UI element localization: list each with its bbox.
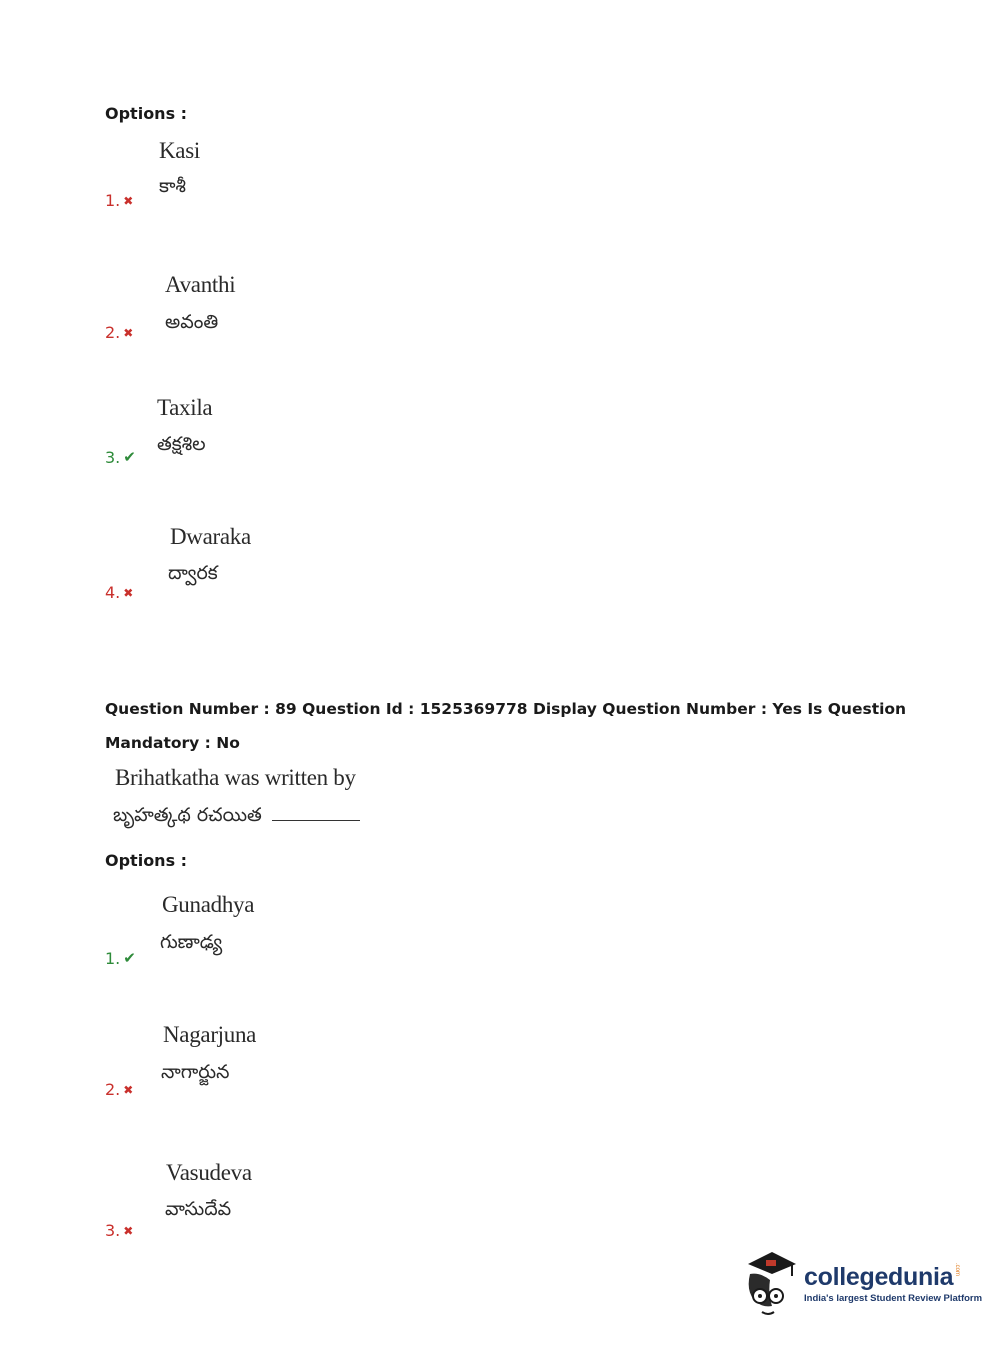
option-3-telugu: తక్షశిల <box>157 433 206 455</box>
wrong-icon: ✖ <box>123 193 134 208</box>
option-number: 1. <box>105 191 121 210</box>
check-icon: ✔ <box>123 949 136 967</box>
question-text-telugu-row <box>113 804 360 831</box>
option-3-english: Vasudeva <box>166 1160 252 1185</box>
wrong-icon: ✖ <box>123 585 134 600</box>
logo-com: .com <box>954 1262 961 1276</box>
option-2-number <box>105 323 133 342</box>
logo-name: collegedunia <box>804 1262 954 1291</box>
option-1-telugu: కాశీ <box>159 175 186 197</box>
logo-tagline: India's largest Student Review Platform <box>804 1292 983 1304</box>
option-2-english: Nagarjuna <box>163 1022 257 1047</box>
question-meta-line1: Question Number : 89 Question Id : 1525369778 Display Question Number : Yes Is Question <box>105 700 907 718</box>
option-number: 3. <box>105 1221 121 1240</box>
option-2-telugu: నాగార్జున <box>161 1061 230 1083</box>
option-1-number <box>105 949 136 968</box>
option-2-telugu: అవంతి <box>165 311 219 333</box>
option-1-telugu: గుణాఢ్య <box>160 931 223 953</box>
question-text-english: Brihatkatha was written by <box>115 765 356 790</box>
option-4-telugu: ద్వారక <box>168 562 218 584</box>
check-icon: ✔ <box>123 448 136 466</box>
option-number: 4. <box>105 583 121 602</box>
option-1-number <box>105 191 133 210</box>
option-2-number <box>105 1080 133 1099</box>
answer-blank <box>272 819 360 821</box>
option-4-english: Dwaraka <box>170 524 251 549</box>
option-number: 2. <box>105 1080 121 1099</box>
option-4-number <box>105 583 133 602</box>
wrong-icon: ✖ <box>123 1223 134 1238</box>
wrong-icon: ✖ <box>123 1082 134 1097</box>
collegedunia-logo <box>742 1250 982 1316</box>
question-meta-line2: Mandatory : No <box>105 734 240 752</box>
option-3-number <box>105 448 136 467</box>
option-1-english: Kasi <box>159 138 200 163</box>
option-number: 1. <box>105 949 121 968</box>
question-text-telugu: బృహత్కథ రచయిత <box>113 804 262 826</box>
option-3-english: Taxila <box>157 395 213 420</box>
option-number: 3. <box>105 448 121 467</box>
option-3-telugu: వాసుదేవ <box>165 1198 232 1220</box>
option-1-english: Gunadhya <box>162 892 255 917</box>
options-label: Options : <box>105 104 188 123</box>
option-number: 2. <box>105 323 121 342</box>
mascot-icon <box>742 1250 798 1316</box>
options-label: Options : <box>105 851 188 870</box>
option-3-number <box>105 1221 133 1240</box>
wrong-icon: ✖ <box>123 325 134 340</box>
logo-text <box>804 1263 982 1304</box>
option-2-english: Avanthi <box>165 272 236 297</box>
